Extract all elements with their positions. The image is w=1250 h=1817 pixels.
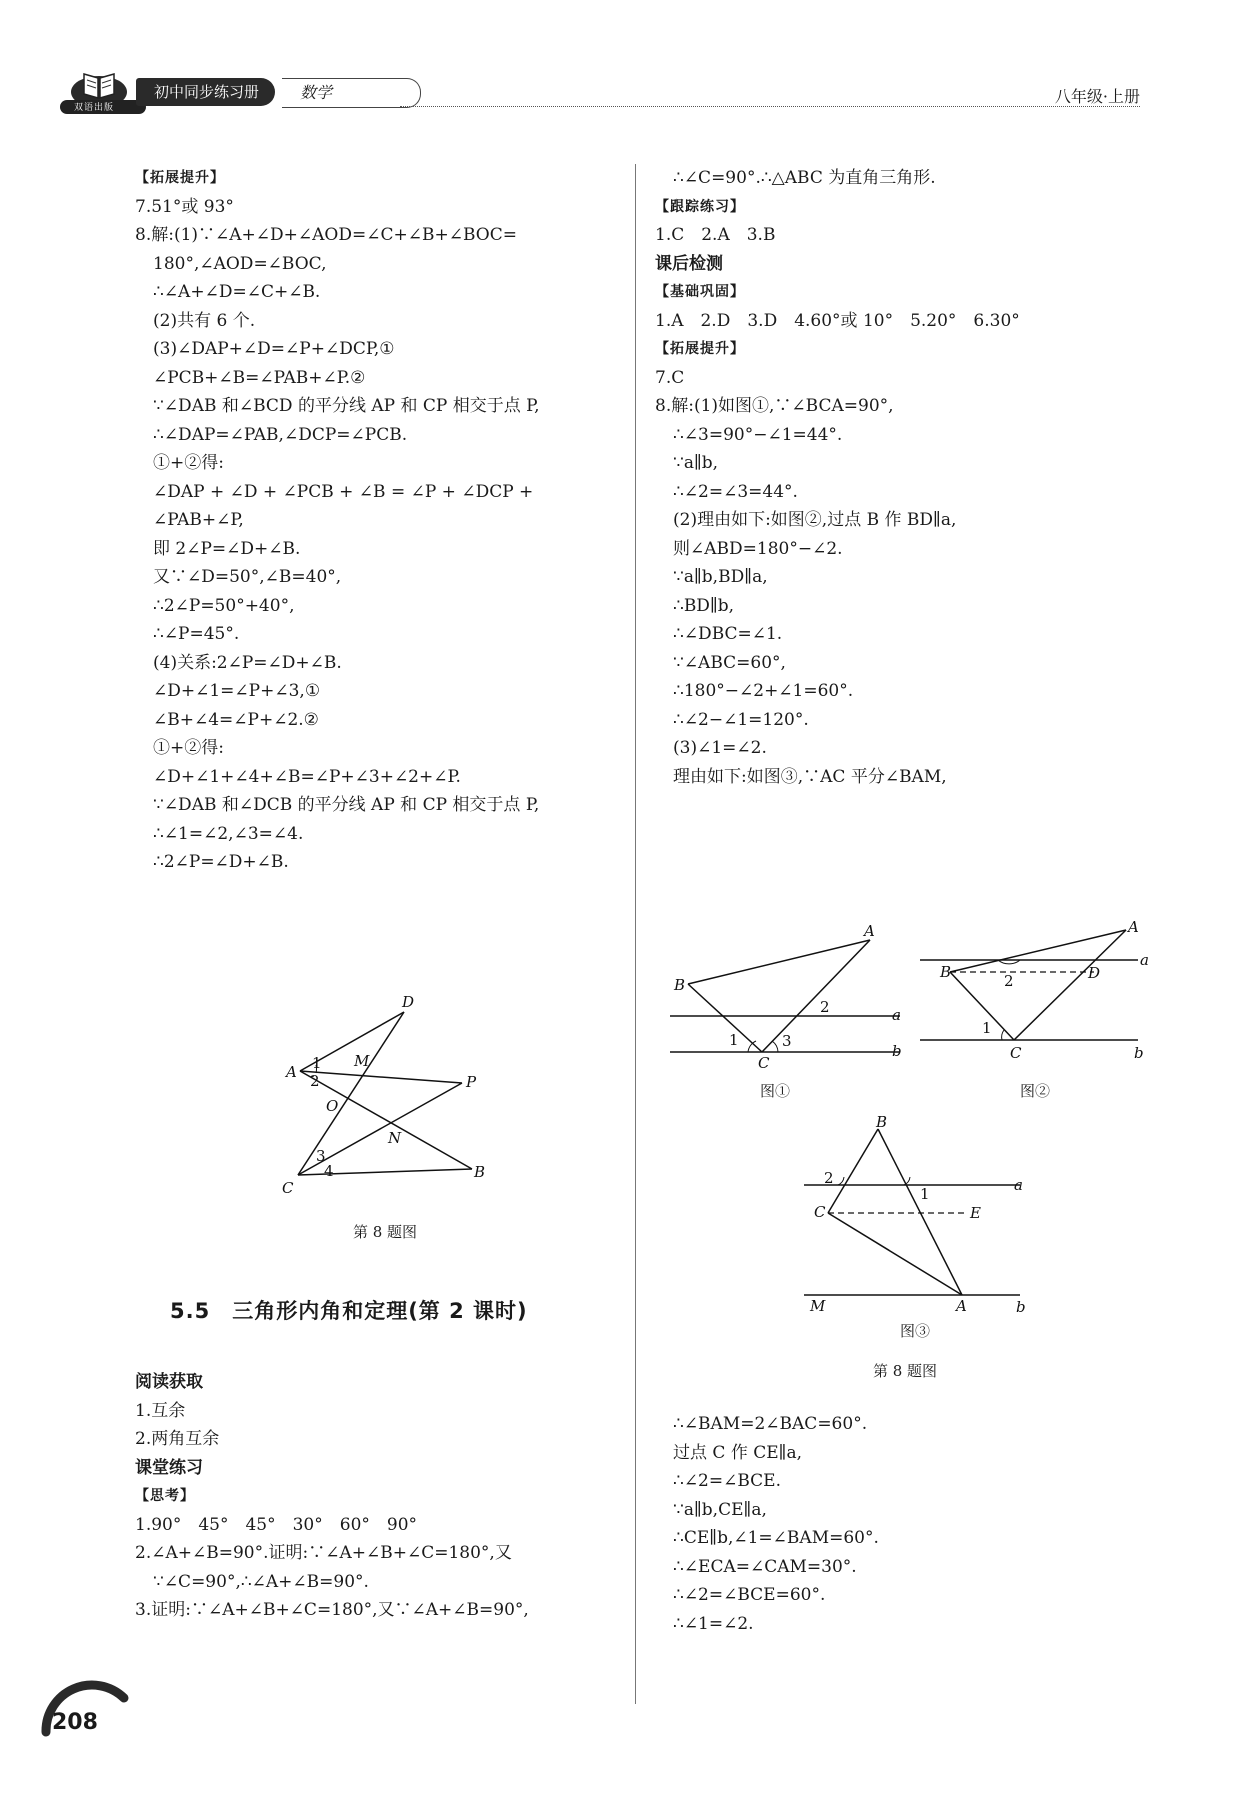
header-rule <box>400 106 1140 107</box>
grade-label: 八年级·上册 <box>1054 87 1140 106</box>
fig1-label-b: b <box>892 1042 902 1060</box>
text-line: ∠D+∠1+∠4+∠B=∠P+∠3+∠2+∠P. <box>153 766 461 787</box>
fig-label-4: 4 <box>324 1162 334 1180</box>
text-line: ∴∠BAM=2∠BAC=60°. <box>673 1414 868 1434</box>
fig3-label-b: b <box>1016 1298 1026 1315</box>
text-line: ∴∠DBC=∠1. <box>673 624 783 644</box>
fig1-label-2: 2 <box>820 998 830 1016</box>
right-answer-lines-lower <box>655 1410 1155 1638</box>
figure-q8-left <box>280 985 520 1205</box>
text-line: ∵a∥b, <box>673 453 719 473</box>
right-column <box>655 164 1155 791</box>
fig2-label-A: A <box>1128 920 1139 936</box>
fig3-label-B: B <box>876 1115 888 1131</box>
text-line: ∴∠2=∠BCE. <box>673 1471 781 1491</box>
text-line: (3)∠DAP+∠D=∠P+∠DCP,① <box>153 339 395 359</box>
text-line: ∵∠DAB 和∠BCD 的平分线 AP 和 CP 相交于点 P, <box>153 396 540 416</box>
left-answer-lines <box>135 164 635 877</box>
text-line: ∴∠A+∠D=∠C+∠B. <box>153 282 321 302</box>
figure-1-caption: 图① <box>759 1082 790 1100</box>
text-line: ∴∠2−∠1=120°. <box>673 709 809 730</box>
figure-2 <box>918 920 1150 1070</box>
text-line: 过点 C 作 CE∥a, <box>673 1442 803 1463</box>
fig2-label-a: a <box>1140 951 1149 969</box>
text-line: (3)∠1=∠2. <box>673 738 767 758</box>
page-number: 208 <box>52 1710 98 1735</box>
right-column-lower <box>655 1410 1155 1638</box>
fig3-label-C: C <box>814 1203 826 1221</box>
page-number-badge <box>40 1670 130 1750</box>
text-line: ∵a∥b,BD∥a, <box>673 567 768 587</box>
text-line: 【拓展提升】 <box>655 341 745 357</box>
logo-banner: 双语出版 <box>60 100 146 114</box>
text-line: 7.C <box>655 367 685 388</box>
text-line: ∴180°−∠2+∠1=60°. <box>673 681 854 701</box>
fig2-label-1: 1 <box>982 1019 992 1037</box>
right-figure-caption: 第 8 题图 <box>872 1362 938 1380</box>
text-line: 【跟踪练习】 <box>655 198 745 215</box>
text-line: 2.两角互余 <box>135 1429 220 1449</box>
text-line: 1.A 2.D 3.D 4.60°或 10° 5.20° 6.30° <box>655 310 1020 331</box>
fig-label-M: M <box>354 1052 370 1070</box>
text-line: 2.∠A+∠B=90°.证明:∵∠A+∠B+∠C=180°,又 <box>135 1543 512 1563</box>
left-lesson-lines <box>135 1368 635 1625</box>
fig1-label-B: B <box>674 976 686 994</box>
fig2-label-b: b <box>1134 1044 1144 1062</box>
text-line: ∴∠2=∠3=44°. <box>673 481 798 502</box>
text-line: 即 2∠P=∠D+∠B. <box>153 538 301 559</box>
left-column-lower <box>135 1368 635 1625</box>
text-line: ∴∠1=∠2. <box>673 1613 754 1634</box>
text-line: 8.解:(1)如图①,∵∠BCA=90°, <box>655 396 894 416</box>
text-line: 则∠ABD=180°−∠2. <box>673 538 843 559</box>
text-line: 1.互余 <box>135 1400 186 1421</box>
text-line: ∴2∠P=50°+40°, <box>153 595 295 616</box>
fig-label-C: C <box>282 1179 294 1197</box>
text-line: ∴∠DAP=∠PAB,∠DCP=∠PCB. <box>153 424 408 445</box>
text-line: 3.证明:∵∠A+∠B+∠C=180°,又∵∠A+∠B=90°, <box>135 1600 529 1620</box>
text-line: 【拓展提升】 <box>135 170 225 186</box>
fig2-label-2: 2 <box>1004 972 1014 990</box>
text-line: ∵∠C=90°,∴∠A+∠B=90°. <box>153 1571 369 1592</box>
text-line: ∴∠C=90°.∴△ABC 为直角三角形. <box>673 168 936 188</box>
text-line: ∠PCB+∠B=∠PAB+∠P.② <box>153 367 366 388</box>
text-line: ∴∠ECA=∠CAM=30°. <box>673 1556 857 1577</box>
text-line: 180°,∠AOD=∠BOC, <box>153 253 327 274</box>
fig-label-2: 2 <box>310 1072 320 1090</box>
text-line: 阅读获取 <box>135 1372 203 1392</box>
text-line: ∵∠ABC=60°, <box>673 652 786 673</box>
text-line: ∠D+∠1=∠P+∠3,① <box>153 681 321 701</box>
text-line: ∠B+∠4=∠P+∠2.② <box>153 709 319 730</box>
fig1-label-a: a <box>892 1006 901 1024</box>
right-answer-lines <box>655 164 1155 791</box>
text-line: ①+②得: <box>153 453 224 473</box>
fig-label-O: O <box>326 1097 339 1115</box>
text-line: 8.解:(1)∵∠A+∠D+∠AOD=∠C+∠B+∠BOC= <box>135 225 517 245</box>
fig1-label-C: C <box>758 1054 770 1070</box>
fig3-label-a: a <box>1014 1176 1023 1194</box>
figure-3 <box>800 1115 1040 1315</box>
text-line: (4)关系:2∠P=∠D+∠B. <box>153 652 342 673</box>
fig3-label-E: E <box>970 1204 981 1222</box>
fig-label-N: N <box>388 1129 402 1147</box>
text-line: ∵a∥b,CE∥a, <box>673 1499 767 1520</box>
left-figure-caption: 第 8 题图 <box>352 1223 418 1241</box>
fig1-label-3: 3 <box>782 1032 792 1050</box>
left-column <box>135 164 635 877</box>
fig3-label-A: A <box>956 1297 967 1315</box>
text-line: 【基础巩固】 <box>655 284 745 300</box>
text-line: ∵∠DAB 和∠DCB 的平分线 AP 和 CP 相交于点 P, <box>153 795 540 815</box>
subject-label: 数学 <box>282 78 421 108</box>
text-line: 理由如下:如图③,∵AC 平分∠BAM, <box>673 766 947 787</box>
fig3-label-M: M <box>810 1297 826 1315</box>
fig-label-1: 1 <box>312 1054 322 1072</box>
text-line: ∴2∠P=∠D+∠B. <box>153 852 289 872</box>
fig3-label-2: 2 <box>824 1169 834 1187</box>
series-title: 初中同步练习册 <box>136 78 275 106</box>
figure-1 <box>660 920 905 1070</box>
section-title: 5.5 三角形内角和定理(第 2 课时) <box>170 1299 528 1323</box>
text-line: 7.51°或 93° <box>135 196 234 217</box>
fig2-label-D: D <box>1088 964 1101 982</box>
fig-label-A: A <box>286 1063 297 1081</box>
fig-label-B: B <box>474 1163 486 1181</box>
text-line: ∠DAP + ∠D + ∠PCB + ∠B = ∠P + ∠DCP + <box>153 481 534 502</box>
text-line: ∴∠1=∠2,∠3=∠4. <box>153 823 304 844</box>
fig2-label-B: B <box>940 963 952 981</box>
page-header <box>60 66 1140 118</box>
text-line: ①+②得: <box>153 738 224 758</box>
figure-3-caption: 图③ <box>899 1322 930 1340</box>
text-line: ∴∠P=45°. <box>153 624 240 644</box>
figure-2-caption: 图② <box>1019 1082 1050 1100</box>
text-line: 课后检测 <box>655 253 723 274</box>
text-line: ∠PAB+∠P, <box>153 510 244 530</box>
text-line: ∴∠3=90°−∠1=44°. <box>673 424 843 445</box>
fig2-label-C: C <box>1010 1044 1022 1062</box>
text-line: 课堂练习 <box>135 1457 203 1478</box>
text-line: 【思考】 <box>135 1488 195 1504</box>
text-line: (2)共有 6 个. <box>153 310 256 331</box>
text-line: ∴BD∥b, <box>673 595 735 616</box>
text-line: 1.90° 45° 45° 30° 60° 90° <box>135 1514 418 1535</box>
text-line: ∴∠2=∠BCE=60°. <box>673 1585 826 1605</box>
fig3-label-1: 1 <box>920 1185 930 1203</box>
fig1-label-1: 1 <box>729 1031 739 1049</box>
text-line: (2)理由如下:如图②,过点 B 作 BD∥a, <box>673 510 957 530</box>
column-divider <box>635 164 636 1704</box>
fig-label-3: 3 <box>316 1147 326 1165</box>
text-line: 又∵∠D=50°,∠B=40°, <box>153 567 342 587</box>
text-line: ∴CE∥b,∠1=∠BAM=60°. <box>673 1528 879 1548</box>
fig-label-P: P <box>466 1073 477 1091</box>
fig1-label-A: A <box>864 922 875 940</box>
fig-label-D: D <box>402 993 415 1011</box>
text-line: 1.C 2.A 3.B <box>655 225 776 245</box>
